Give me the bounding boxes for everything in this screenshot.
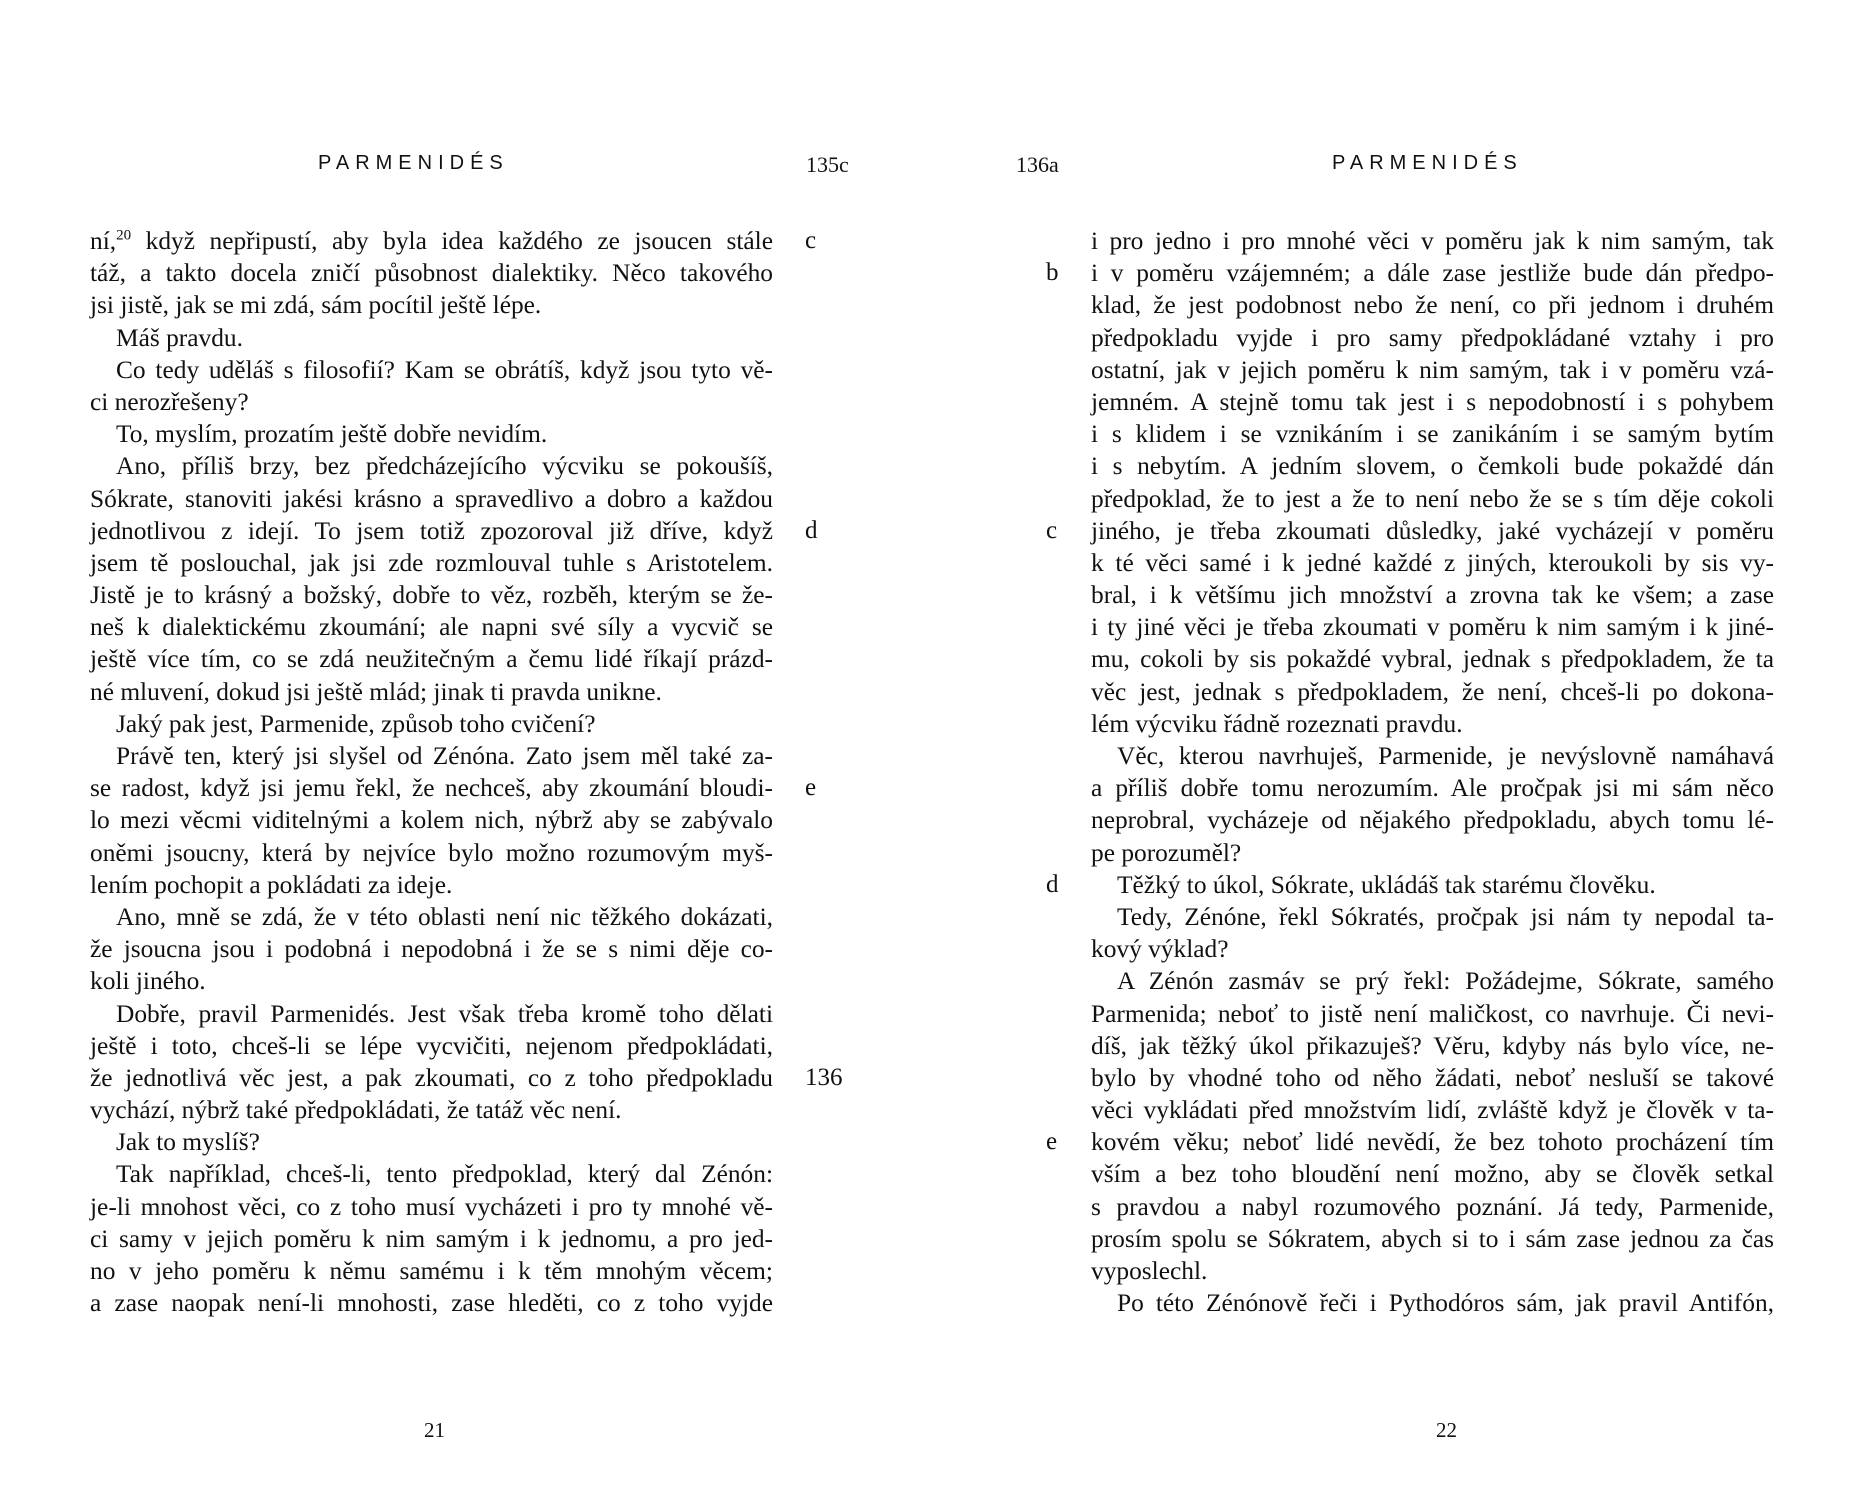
text-line: Těžký to úkol, Sókrate, ukládáš tak starému člověku. — [1117, 870, 1656, 899]
margin-marker — [1046, 1287, 1086, 1319]
margin-marker — [805, 998, 865, 1030]
margin-marker — [805, 901, 865, 933]
margin-marker — [805, 643, 865, 675]
text-line: koli jiného. — [90, 967, 206, 996]
running-head: PARMENIDÉS — [1332, 152, 1523, 174]
margin-marker — [805, 676, 865, 708]
margin-marker — [1046, 1030, 1086, 1062]
text-line: i s klidem i se vznikáním i se zanikáním i se samým bytím — [1091, 420, 1774, 449]
margin-marker — [1046, 1158, 1086, 1190]
margin-marker — [1046, 1191, 1086, 1223]
stephanus-reference: 135c — [806, 152, 849, 177]
text-line: i pro jedno i pro mnohé věci v poměru jak k nim samým, tak — [1091, 227, 1774, 255]
text-line: Ano, příliš brzy, bez předcházejícího výcviku se pokoušíš, — [116, 452, 773, 481]
text-line: ještě více tím, co se zdá neužitečným a čemu lidé říkají prázd- — [90, 645, 773, 674]
text-line: mu, cokoli by sis pokaždé vybral, jednak s předpokladem, že ta — [1091, 645, 1774, 674]
margin-marker — [1046, 1094, 1086, 1126]
margin-marker — [805, 418, 865, 450]
margin-marker — [1046, 289, 1086, 321]
text-line: bral, i k většímu jich množství a zrovna tak ke všem; a zase — [1091, 581, 1774, 610]
text-line: ní,$^{20}$ když nepřipustí, aby byla idea každého ze jsoucen stále — [90, 227, 773, 255]
margin-marker — [1046, 804, 1086, 836]
text-line: a příliš dobře tomu nerozumím. Ale pročpak jsi mi sám něco — [1091, 774, 1774, 803]
margin-marker — [805, 740, 865, 772]
margin-marker — [1046, 611, 1086, 643]
text-line: předpokladu vyjde i pro samy předpokládané vztahy i pro — [1091, 323, 1774, 352]
text-line: ještě i toto, chceš-li se lépe vycvičiti, nejenom předpokládati, — [90, 1031, 773, 1060]
margin-marker: c — [1046, 516, 1058, 544]
margin-marker: e — [1046, 1128, 1058, 1156]
margin-marker — [805, 547, 865, 579]
margin-marker — [805, 804, 865, 836]
text-line: Po této Zénónově řeči i Pythodóros sám, jak pravil Antifón, — [1117, 1289, 1774, 1318]
margin-marker — [805, 837, 865, 869]
text-line: i v poměru vzájemném; a dále zase jestliže bude dán předpo- — [1091, 259, 1774, 288]
text-line: jsi jistě, jak se mi zdá, sám pocítil ještě lépe. — [90, 291, 542, 320]
text-line: Parmenida; neboť to jistě není maličkost, co navrhuje. Či nevi- — [1091, 999, 1774, 1028]
margin-marker: e — [805, 774, 817, 802]
text-line: ostatní, jak v jejich poměru k nim samým, tak i v poměru vzá- — [1091, 355, 1774, 384]
margin-marker — [1046, 1255, 1086, 1287]
text-line: Co tedy uděláš s filosofií? Kam se obrátíš, když jsou tyto vě- — [116, 355, 773, 384]
margin-marker — [805, 1158, 865, 1190]
margin-marker — [805, 289, 865, 321]
margin-marker — [1046, 322, 1086, 354]
text-line: že jednotlivá věc jest, a pak zkoumati, co z toho předpokladu — [90, 1063, 773, 1092]
text-line: oněmi jsoucny, která by nejvíce bylo možno rozumovým myš- — [90, 838, 773, 867]
margin-marker — [805, 257, 865, 289]
margin-marker: c — [805, 227, 817, 254]
margin-marker — [805, 1094, 865, 1126]
margin-marker — [1046, 643, 1086, 675]
text-line: klad, že jest podobnost nebo že není, co při jednom i druhém — [1091, 291, 1774, 320]
margin-marker — [805, 1223, 865, 1255]
text-line: s pravdou a nabyl rozumového poznání. Já tedy, Parmenide, — [1091, 1192, 1774, 1221]
footnote-marker: 20 — [116, 227, 132, 244]
text-line: Jak to myslíš? — [116, 1128, 260, 1157]
margin-marker — [805, 579, 865, 611]
text-line: předpoklad, že to jest a že to není nebo že se s tím děje cokoli — [1091, 484, 1774, 513]
margin-marker — [805, 322, 865, 354]
text-line: Máš pravdu. — [116, 323, 243, 352]
margin-marker: b — [1046, 259, 1059, 287]
margin-marker — [1046, 483, 1086, 515]
text-line: Věc, kterou navrhuješ, Parmenide, je nevýslovně namáhavá — [1117, 742, 1774, 770]
text-line: Dobře, pravil Parmenidés. Jest však třeba kromě toho dělati — [116, 999, 773, 1028]
margin-marker — [1046, 547, 1086, 579]
text-line: kový výklad? — [1091, 935, 1229, 964]
text-line: no v jeho poměru k němu samému i k těm mnohým věcem; — [90, 1257, 773, 1285]
text-line: lením pochopit a pokládati za ideje. — [90, 870, 453, 899]
margin-marker — [805, 611, 865, 643]
text-line: a zase naopak není-li mnohosti, zase hleděti, co z toho vyjde — [90, 1289, 773, 1318]
text-line: Sókrate, stanoviti jakési krásno a spravedlivo a dobro a každou — [90, 484, 773, 513]
text-line: Právě ten, který jsi slyšel od Zénóna. Zato jsem měl také za- — [116, 742, 773, 770]
text-line: vyposlechl. — [1091, 1257, 1208, 1285]
text-line: vychází, nýbrž také předpokládati, že tatáž věc není. — [90, 1096, 622, 1125]
margin-marker — [1046, 740, 1086, 772]
margin-marker — [1046, 1062, 1086, 1094]
text-line: lém výcviku řádně rozeznati pravdu. — [1091, 709, 1463, 738]
margin-marker — [1046, 354, 1086, 386]
margin-marker — [1046, 450, 1086, 482]
text-line: Jistě je to krásný a božský, dobře to věz, rozběh, kterým se že- — [90, 581, 773, 610]
text-line: lo mezi věcmi viditelnými a kolem nich, nýbrž aby se zabývalo — [90, 806, 773, 835]
margin-marker — [805, 1126, 865, 1158]
text-line: jemném. A stejně tomu tak jest i s nepodobností i s pohybem — [1091, 387, 1774, 416]
text-line: kovém věku; neboť lidé nevědí, že bez tohoto procházení tím — [1091, 1128, 1774, 1157]
text-line: A Zénón zasmáv se prý řekl: Požádejme, Sókrate, samého — [1117, 967, 1774, 996]
text-line: neš k dialektickému zkoumání; ale napni své síly a vycvič se — [90, 613, 773, 642]
margin-marker: d — [1046, 870, 1059, 898]
text-line: neprobral, vycházeje od nějakého předpokladu, abych tomu lé- — [1091, 806, 1774, 835]
text-line: i s nebytím. A jedním slovem, o čemkoli bude pokaždé dán — [1091, 452, 1774, 481]
text-line: věci vykládati před množstvím lidí, zvláště když je člověk v ta- — [1091, 1096, 1774, 1125]
margin-marker — [805, 354, 865, 386]
text-line: Jaký pak jest, Parmenide, způsob toho cvičení? — [116, 709, 596, 738]
text-line: vším a bez toho bloudění není možno, aby se člověk setkal — [1091, 1160, 1774, 1189]
margin-marker — [1046, 418, 1086, 450]
text-line: jsem tě poslouchal, jak jsi zde rozmlouval tuhle s Aristotelem. — [90, 548, 773, 577]
margin-marker — [1046, 676, 1086, 708]
text-line: prosím spolu se Sókratem, abych si to i sám zase jednou za čas — [1091, 1224, 1774, 1253]
text-line: To, myslím, prozatím ještě dobře nevidím. — [116, 420, 548, 449]
right-margin-markers — [1046, 225, 1086, 1319]
margin-marker — [1046, 933, 1086, 965]
text-line: jiného, je třeba zkoumati důsledky, jaké vycházejí v poměru — [1091, 516, 1774, 545]
text-line: i ty jiné věci je třeba zkoumati v poměru k nim samým i k jiné- — [1091, 613, 1774, 642]
margin-marker — [1046, 901, 1086, 933]
margin-marker — [805, 933, 865, 965]
text-line: je-li mnohost věci, co z toho musí vycházeti i pro ty mnohé vě- — [90, 1192, 773, 1221]
margin-marker: 136 — [805, 1063, 843, 1091]
margin-marker — [1046, 965, 1086, 997]
left-text-column — [90, 225, 773, 1319]
right-text-column — [1091, 225, 1774, 1319]
page-number: 21 — [424, 1418, 445, 1442]
margin-marker — [805, 1255, 865, 1287]
margin-marker — [1046, 225, 1086, 257]
margin-marker: d — [805, 516, 818, 544]
margin-marker — [1046, 386, 1086, 418]
right-page — [931, 0, 1862, 1501]
margin-marker — [805, 450, 865, 482]
margin-marker — [1046, 837, 1086, 869]
page-number: 22 — [1436, 1418, 1457, 1442]
text-line: ci nerozřešeny? — [90, 387, 249, 416]
text-line: Tak například, chceš-li, tento předpoklad, který dal Zénón: — [116, 1160, 773, 1189]
text-line: jednotlivou z idejí. To jsem totiž zpozoroval již dříve, když — [90, 516, 773, 545]
stephanus-reference: 136a — [1016, 152, 1059, 177]
text-line: Ano, mně se zdá, že v této oblasti není nic těžkého dokázati, — [116, 902, 773, 931]
margin-marker — [805, 965, 865, 997]
text-line: díš, jak těžký úkol přikazuješ? Věru, kdyby nás bylo více, ne- — [1091, 1031, 1774, 1060]
text-line: táž, a takto docela zničí působnost dialektiky. Něco takového — [90, 259, 773, 288]
text-line: bylo by vhodné toho od něho žádati, neboť nesluší se takové — [1091, 1063, 1774, 1092]
margin-marker — [1046, 708, 1086, 740]
text-line: že jsoucna jsou i podobná i nepodobná i že se s nimi děje co- — [90, 935, 773, 964]
margin-marker — [1046, 579, 1086, 611]
margin-marker — [1046, 998, 1086, 1030]
margin-marker — [805, 1030, 865, 1062]
text-line: k té věci samé i k jedné každé z jiných, kteroukoli by sis vy- — [1091, 548, 1774, 577]
margin-marker — [805, 483, 865, 515]
margin-marker — [1046, 772, 1086, 804]
margin-marker — [1046, 1223, 1086, 1255]
margin-marker — [805, 708, 865, 740]
text-line: se radost, když jsi jemu řekl, že nechceš, aby zkoumání bloudi- — [90, 774, 773, 803]
text-line: pe porozuměl? — [1091, 838, 1242, 867]
margin-marker — [805, 386, 865, 418]
left-margin-markers — [805, 225, 865, 1319]
text-line: ci samy v jejich poměru k nim samým i k jednomu, a pro jed- — [90, 1224, 773, 1253]
text-line: věc jest, jednak s předpokladem, že není, chceš-li po dokona- — [1091, 677, 1774, 706]
margin-marker — [805, 1191, 865, 1223]
running-head: PARMENIDÉS — [318, 152, 509, 174]
text-line: né mluvení, dokud jsi ještě mlád; jinak ti pravda unikne. — [90, 677, 662, 706]
text-line: Tedy, Zénóne, řekl Sókratés, pročpak jsi nám ty nepodal ta- — [1117, 902, 1774, 931]
margin-marker — [805, 869, 865, 901]
margin-marker — [805, 1287, 865, 1319]
